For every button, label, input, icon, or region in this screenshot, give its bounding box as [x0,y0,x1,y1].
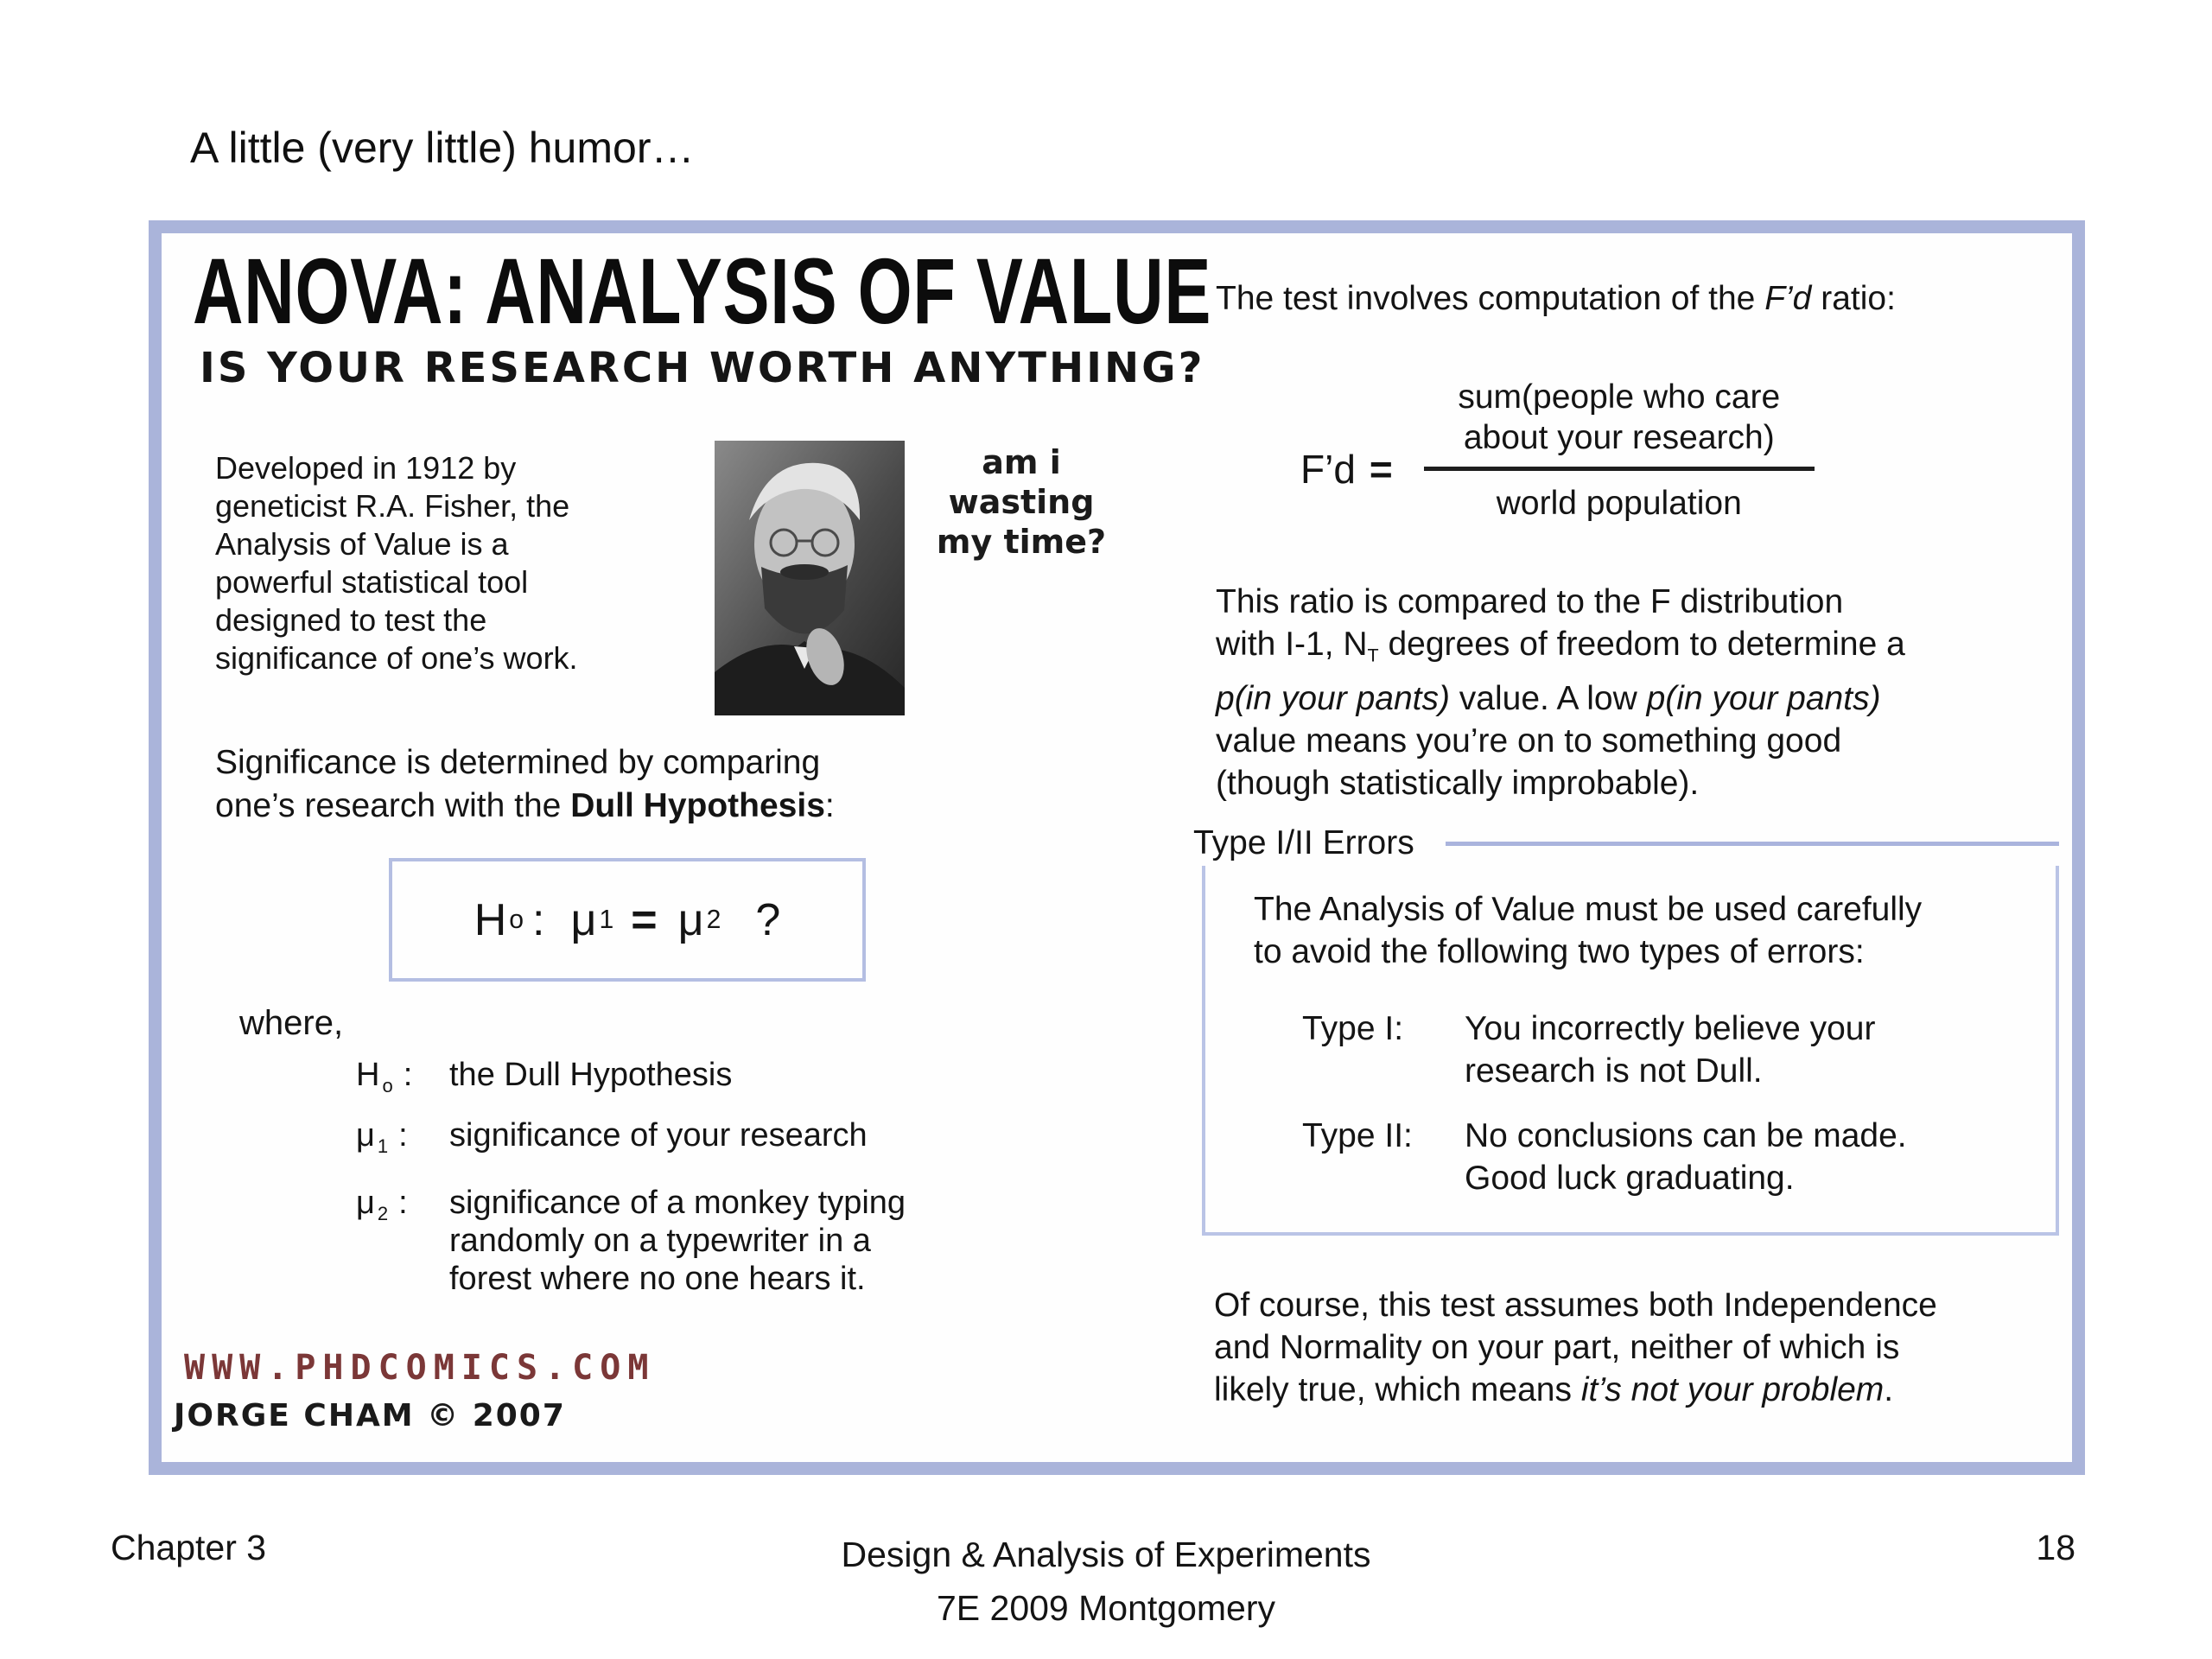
definition-row [356,1056,732,1105]
text-line: value means you’re on to something good [1216,721,1842,760]
text-segment: : [824,787,835,824]
type-errors-header [1193,824,2059,862]
type-errors-section [1193,824,2059,1236]
text-line: the Dull Hypothesis [449,1057,733,1093]
text-line: significance of your research [449,1117,868,1154]
text-line: No conclusions can be made. [1465,1117,1907,1154]
type-error-row [1302,1115,1907,1199]
text-line: geneticist R.A. Fisher, the [215,488,570,524]
definition-description [449,1116,868,1166]
text-segment: ratio: [1811,280,1896,317]
text-line: about your research) [1463,419,1775,456]
errors-intro [1254,888,1922,973]
formula-question-mark: ? [755,894,781,945]
text-line: research is not Dull. [1465,1052,1763,1090]
text-line: Good luck graduating. [1465,1160,1795,1197]
text-segment: likely true, which means [1214,1371,1581,1408]
fd-term: F’d [1764,280,1812,317]
comic-panel [149,220,2085,1475]
ratio-paragraph [1216,581,1905,804]
text-segment: one’s research with the [215,787,571,824]
formula-subscript: o [382,1074,393,1096]
text-line: The Analysis of Value must be used carefully [1254,891,1923,928]
errors-connector-line [1446,842,2059,846]
text-line: to avoid the following two types of errors: [1254,933,1865,970]
dull-hypothesis-formula-box [389,858,866,982]
phdcomics-url: WWW.PHDCOMICS.COM [184,1348,656,1388]
type-error-row [1302,1007,1875,1092]
fraction-denominator: world population [1496,485,1742,522]
formula-colon: : [398,1117,408,1154]
definition-description [449,1184,906,1298]
text-line: randomly on a typewriter in a [449,1223,871,1259]
text-line: forest where no one hears it. [449,1261,866,1297]
thought-text [922,442,1121,562]
formula-subscript: T [1367,645,1379,666]
formula-subscript: 1 [599,905,614,934]
error-term: Type I: [1302,1010,1404,1047]
formula-subscript: 2 [377,1202,389,1224]
text-line: Analysis of Value is a [215,526,509,562]
text-line: significance of one’s work. [215,640,578,676]
artist-signature: JORGE CHAM © 2007 [174,1398,566,1433]
footer-book-title [0,1528,2212,1635]
text-line [1216,677,1905,720]
formula-symbol: μ [677,894,704,945]
text-line: You incorrectly believe your [1465,1010,1876,1047]
text-line: Developed in 1912 by [215,450,517,486]
fraction [1424,370,1815,524]
text-line [215,785,835,828]
text-line: significance of a monkey typing [449,1185,906,1221]
text-segment: . [1884,1371,1894,1408]
error-description [1465,1007,1875,1092]
fisher-portrait [715,441,905,715]
formula-symbol: μ [570,894,597,945]
definition-row [356,1116,868,1166]
definition-description [449,1056,732,1105]
text-segment: value. A low [1449,679,1647,717]
text-segment: The test involves computation of the [1216,280,1765,317]
comic-subtitle: IS YOUR RESEARCH WORTH ANYTHING? [200,344,1205,392]
text-line: 7E 2009 Montgomery [936,1588,1275,1628]
ratio-intro-line [1216,280,1896,318]
fd-ratio-formula [1300,370,1815,524]
definition-symbol [356,1116,449,1166]
text-line: Significance is determined by comparing [215,744,821,781]
text-line: wasting [948,483,1095,521]
type-errors-box [1202,866,2059,1236]
text-line: sum(people who care [1458,378,1781,416]
type-errors-label: Type I/II Errors [1193,824,1414,861]
formula-symbol: F’d [1300,447,1356,492]
definition-symbol [356,1184,449,1298]
text-line: designed to test the [215,602,487,638]
significance-paragraph [215,741,835,828]
formula-equals: = [631,894,658,945]
text-line: am i [982,443,1061,481]
text-segment: degrees of freedom to determine a [1378,626,1905,663]
formula-symbol: μ [356,1185,375,1221]
text-line: This ratio is compared to the F distribution [1216,583,1844,620]
text-line: powerful statistical tool [215,564,529,600]
formula-equals: = [1369,447,1393,492]
comic-intro-paragraph [215,449,578,677]
closing-paragraph [1214,1284,1937,1411]
p-in-your-pants-term: p(in your pants) [1646,679,1881,717]
definition-symbol [356,1056,449,1105]
fraction-bar [1424,467,1815,471]
formula-lhs [1300,446,1393,524]
text-line: Of course, this test assumes both Independence [1214,1287,1937,1324]
formula-symbol: μ [356,1117,375,1154]
where-label: where, [239,1004,344,1042]
formula-colon: : [403,1057,413,1093]
footer-page-number: 18 [2036,1528,2075,1567]
definition-row [356,1184,906,1298]
formula-subscript: 1 [377,1135,389,1157]
error-term: Type II: [1302,1117,1413,1154]
formula-colon: : [532,894,545,945]
dull-hypothesis-term: Dull Hypothesis [570,787,825,824]
text-line: (though statistically improbable). [1216,764,1700,802]
formula-subscript: o [509,905,524,934]
text-line [1216,623,1905,677]
slide-title: A little (very little) humor… [190,124,695,172]
text-segment: with I-1, N [1216,626,1368,663]
text-line: and Normality on your part, neither of which is [1214,1329,1900,1366]
text-line: my time? [936,523,1107,561]
formula-symbol: H [474,894,507,945]
formula-subscript: 2 [706,905,721,934]
p-in-your-pants-term: p(in your pants) [1216,679,1450,717]
text-line: Design & Analysis of Experiments [841,1535,1371,1574]
not-your-problem-term: it’s not your problem [1580,1371,1885,1408]
comic-headline: ANOVA: ANALYSIS OF VALUE [193,238,1212,343]
formula-symbol: H [356,1057,380,1093]
text-line [1214,1369,1937,1411]
error-description [1465,1115,1907,1199]
fraction-numerator [1424,377,1815,458]
footer-chapter: Chapter 3 [111,1528,267,1567]
formula-colon: : [398,1185,408,1221]
